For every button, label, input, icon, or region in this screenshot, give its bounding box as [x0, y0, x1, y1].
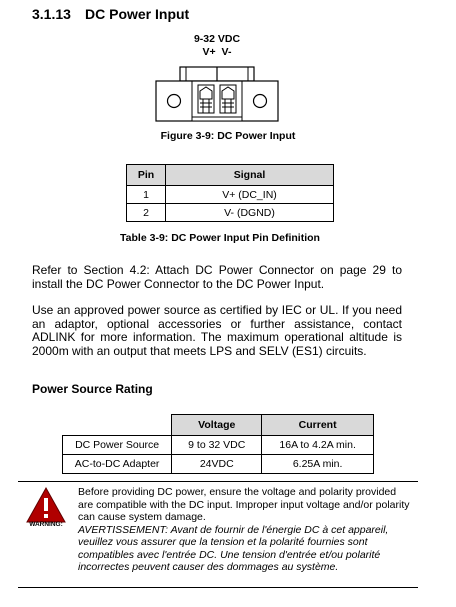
table-cell: 2	[127, 204, 166, 222]
warning-text-english: Before providing DC power, ensure the voltage and polarity provided are compatible with the DC input. Improper input voltage and/or polarity can cause system damage.	[78, 486, 410, 523]
warning-label: WARNING:	[29, 521, 63, 528]
table-cell: V- (DGND)	[166, 204, 334, 222]
table-cell: DC Power Source	[63, 436, 172, 455]
column-header: Voltage	[172, 415, 262, 436]
table-cell: 1	[127, 186, 166, 204]
section-number: 3.1.13	[32, 6, 71, 22]
warning-text-french: AVERTISSEMENT: Avant de fournir de l'énergie DC à cet appareil, veuillez vous assurer que la tension et la polarité fournies sont compatibles avec l'entrée DC. Une tension d'entrée et/ou polarité incorrectes peuvent causer des dommages au système.	[78, 523, 389, 573]
column-header	[63, 415, 172, 436]
table-row	[127, 186, 334, 204]
warning-bottom-rule	[18, 587, 418, 588]
figure-caption: Figure 3-9: DC Power Input	[160, 130, 296, 142]
table-header-row	[127, 165, 334, 186]
paragraph: Use an approved power source as certified by IEC or UL. If you need an adaptor, optional accessories or further assistance, contact ADLINK for more information. The maximum operational altitude is 2000m with an output that meets LPS and SELV (ES1) circuits.	[32, 303, 402, 358]
connector-drawing	[152, 61, 282, 123]
dc-power-connector-figure	[152, 33, 282, 123]
polarity-labels: V+ V-	[202, 46, 232, 58]
table-cell: AC-to-DC Adapter	[63, 455, 172, 474]
table-cell: V+ (DC_IN)	[166, 186, 334, 204]
power-rating-table	[62, 414, 374, 474]
paragraph: Refer to Section 4.2: Attach DC Power Connector on page 29 to install the DC Power Connector to the DC Power Input.	[32, 263, 402, 291]
table-row	[63, 455, 374, 474]
section-title: DC Power Input	[85, 6, 190, 22]
table-caption: Table 3-9: DC Power Input Pin Definition	[120, 232, 320, 244]
section-heading	[32, 6, 189, 22]
column-header: Signal	[166, 165, 334, 186]
table-header-row	[63, 415, 374, 436]
warning-text	[78, 486, 410, 574]
table-cell: 6.25A min.	[262, 455, 374, 474]
subheading: Power Source Rating	[32, 382, 153, 396]
pin-definition-table	[126, 164, 334, 222]
table-row	[127, 204, 334, 222]
table-cell: 16A to 4.2A min.	[262, 436, 374, 455]
column-header: Pin	[127, 165, 166, 186]
table-cell: 24VDC	[172, 455, 262, 474]
column-header: Current	[262, 415, 374, 436]
table-cell: 9 to 32 VDC	[172, 436, 262, 455]
warning-top-rule	[18, 481, 418, 482]
voltage-label: 9-32 VDC	[193, 33, 241, 45]
table-row	[63, 436, 374, 455]
